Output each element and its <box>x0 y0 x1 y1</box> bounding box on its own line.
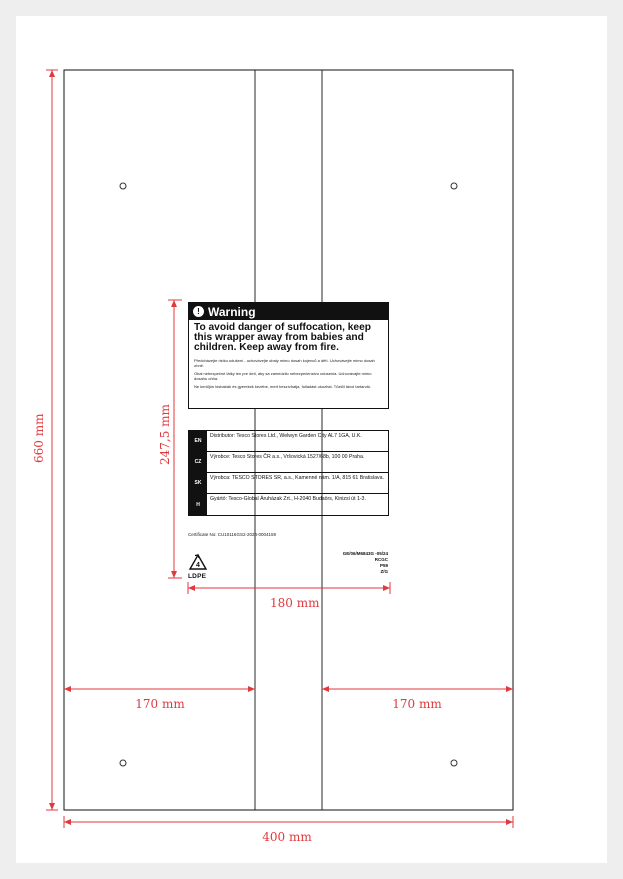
address-text: Gyártó: Tesco-Global Áruházak Zrt., H-2040 Budaörs, Kinizsi út 1-3. <box>210 496 366 502</box>
punch-hole-bottom-left <box>120 760 126 766</box>
arrow-head <box>171 571 177 578</box>
address-code: CZ <box>189 452 207 472</box>
code-line: Z/G <box>380 569 388 574</box>
code-line: P59 <box>379 563 388 568</box>
dim-label-height: 660 mm <box>32 413 46 463</box>
arrow-head <box>506 819 513 825</box>
warning-label <box>188 302 389 409</box>
arrow-head <box>322 686 329 692</box>
address-text: Výrobce: Tesco Stores ČR a.s., Vršovická 1527/68b, 100 00 Praha. <box>210 454 365 460</box>
address-text: Distributor: Tesco Stores Ltd., Welwyn Garden City AL7 1GA, U.K. <box>210 433 362 439</box>
arrow-head <box>64 686 71 692</box>
warning-header <box>189 303 388 320</box>
arrow-head <box>248 686 255 692</box>
address-code: H <box>189 494 207 515</box>
dim-label-panel-left: 170 mm <box>135 697 185 711</box>
address-code: SK <box>189 473 207 493</box>
warning-text-sk: Obal nebezpečné látky len pre deti, aby sa zamedzilo nebezpečenstvu udusenia. Uchovávajte mimo dosahu ohňa. <box>194 371 372 381</box>
warning-text-cz: Předcházejte riziku udušení - uchovávejte obaly mimo dosah kojenců a dětí. Uchovávejte mimo dosah ohně. <box>194 358 375 368</box>
address-row <box>189 473 388 494</box>
certificate-number: Certificate No: CU10116GS2-2024-0004159 <box>188 532 276 537</box>
address-row <box>189 452 388 473</box>
warning-icon: ! <box>193 306 204 317</box>
address-text: Výrobca: TESCO STORES SR, a.s., Kamenné nám. 1/A, 815 61 Bratislava. <box>210 475 384 481</box>
arrow-head <box>64 819 71 825</box>
arrow-head <box>188 585 195 591</box>
production-codes <box>320 551 388 575</box>
recycle-number: 4 <box>196 562 200 569</box>
arrow-head <box>383 585 390 591</box>
warning-headline: To avoid danger of suffocation, keep this wrapper away from babies and children. Keep away from fire. <box>194 322 371 353</box>
dim-label-label-height: 247,5 mm <box>158 404 172 465</box>
warning-text-hu: Ne kerüljön kisbabák és gyerekek kezébe, mert beszívhatja, fulladást okozhat. Tűztől távol tartandó. <box>194 384 372 389</box>
code-line: RCGC <box>374 557 388 562</box>
dim-label-label-width: 180 mm <box>270 596 320 610</box>
punch-hole-bottom-right <box>451 760 457 766</box>
punch-hole-top-right <box>451 183 457 189</box>
dim-label-width: 400 mm <box>262 830 312 844</box>
address-row <box>189 494 388 515</box>
arrow-head <box>171 300 177 307</box>
address-code: EN <box>189 431 207 451</box>
dim-label-panel-right: 170 mm <box>392 697 442 711</box>
punch-hole-top-left <box>120 183 126 189</box>
arrow-head <box>49 70 55 77</box>
recycle-material: LDPE <box>188 573 207 580</box>
address-row <box>189 431 388 452</box>
warning-title: Warning <box>208 304 256 319</box>
code-line: GE/06/M6843G -05/24 <box>342 551 388 556</box>
arrow-head <box>49 803 55 810</box>
address-table <box>188 430 389 516</box>
arrow-head <box>506 686 513 692</box>
